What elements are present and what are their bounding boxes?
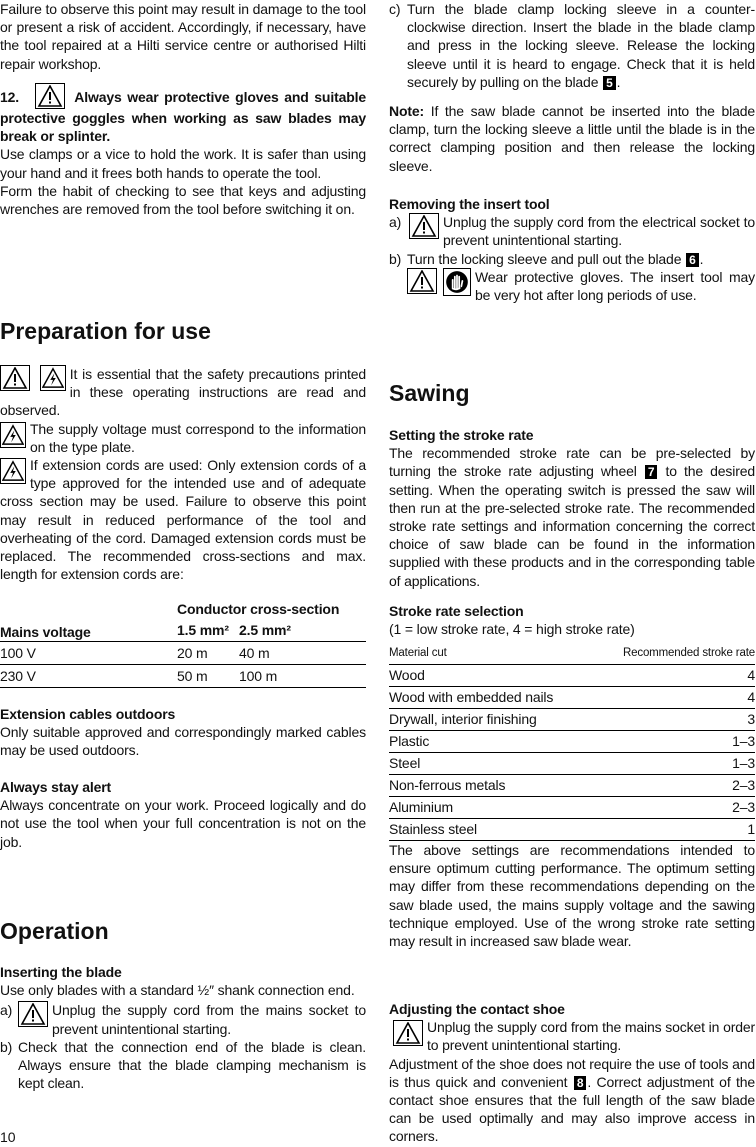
- table-cell: Plastic: [389, 731, 592, 753]
- table-row: [389, 797, 755, 819]
- table-row: [389, 709, 755, 731]
- stroke-text-post: to the desired setting. When the operating switch is pressed the saw will then run at the pre-selected stroke rate. The recommended stroke rate settings and information concerning the correct choice of saw blade can be found in the information supplied with these products and in the corresponding table of applications.: [389, 463, 755, 589]
- settings-text: The above settings are recommendations intended to ensure optimum cutting performance. The optimum setting may differ from these recommendations depending on the saw blade used, the mains supply voltage and the sawing technique employed. Use of the wrong stroke rate setting may result in increased saw blade wear.: [389, 842, 755, 950]
- alert-heading: Always stay alert: [0, 779, 112, 795]
- mains-table: [0, 600, 366, 688]
- step-c-label: c): [389, 1, 401, 17]
- table-cell: 1–3: [592, 731, 755, 753]
- shoe-section: [389, 1000, 755, 1146]
- table-cell: Aluminium: [389, 797, 592, 819]
- stroke-text-pre: The recommended stroke rate can be pre-selected by turning the stroke rate adjusting wheel: [389, 445, 755, 480]
- electric-hazard-icon: [0, 458, 26, 484]
- rate-table: [389, 643, 755, 841]
- shoe-warning-text: Unplug the supply cord from the mains socket in order to prevent unintentional starting.: [427, 1019, 755, 1054]
- step-b-text: Check that the connection end of the blade is clean. Always ensure that the blade clamping mechanism is kept clean.: [18, 1038, 366, 1092]
- table-cell: 1–3: [592, 753, 755, 775]
- heading-operation: Operation: [0, 918, 109, 944]
- page-number: 10: [0, 1129, 16, 1145]
- gloves-icon: [443, 268, 471, 296]
- table-row: [389, 775, 755, 797]
- table-cell: 20 m: [177, 642, 239, 665]
- heading-sawing: Sawing: [389, 380, 470, 406]
- step-a-text: Unplug the supply cord from the mains socket to prevent unintentional starting.: [52, 1002, 366, 1037]
- step-a-label: a): [0, 1002, 13, 1019]
- shoe-heading: Adjusting the contact shoe: [389, 1001, 565, 1017]
- electric-hazard-icon: [40, 365, 66, 391]
- rate-col-material: Material cut: [389, 643, 592, 665]
- heading-preparation: Preparation for use: [0, 318, 211, 344]
- note-text: If the saw blade cannot be inserted into the blade clamp, turn the locking sleeve a little until the blade is in the correct clamping position and then release the locking sleeve.: [389, 103, 755, 174]
- intro-text: Failure to observe this point may result in damage to the tool or present a risk of accident. Accordingly, if necessary, have the tool repaired at a Hilti service centre or authorised Hilti repair workshop.: [0, 1, 366, 72]
- ext-text: Only suitable approved and correspondingly marked cables may be used outdoors.: [0, 724, 366, 759]
- alert-section: [0, 778, 366, 851]
- prep-section: [0, 365, 366, 583]
- rate-col-rate: Recommended stroke rate: [592, 643, 755, 665]
- shoe-text-pre: Adjustment of the shoe does not require the use of tools and is thus quick and convenient: [389, 1055, 755, 1090]
- figure-ref-8: 8: [574, 1076, 587, 1090]
- table-cell: 4: [592, 687, 755, 709]
- prep-safety-text: It is essential that the safety precautions printed in these operating instructions are read and observed.: [0, 366, 366, 419]
- selection-section: [389, 602, 755, 638]
- table-cell: Wood with embedded nails: [389, 687, 592, 709]
- table-cell: 100 V: [0, 642, 177, 665]
- selection-heading: Stroke rate selection: [389, 603, 524, 619]
- step-b-label: b): [0, 1038, 13, 1055]
- mains-col-15: 1.5 mm²: [177, 621, 229, 638]
- mains-col-group: Conductor cross-section: [177, 601, 340, 618]
- remove-heading: Removing the insert tool: [389, 196, 550, 212]
- table-cell: Wood: [389, 665, 592, 687]
- step-c: c) Turn the blade clamp locking sleeve in a counter-clockwise direction. Insert the blade in the blade clamp and press in the locking sleeve. Release the locking sleeve until it is heard to engage. Check that it is held securely by pulling on the blade 5 .: [389, 1, 755, 90]
- ext-heading: Extension cables outdoors: [0, 706, 176, 722]
- table-cell: Stainless steel: [389, 819, 592, 841]
- warning-icon: [393, 1020, 423, 1046]
- remove-b-label: b): [389, 250, 402, 267]
- table-cell: 40 m: [239, 642, 366, 665]
- table-cell: Non-ferrous metals: [389, 775, 592, 797]
- remove-a-label: a): [389, 214, 402, 231]
- table-cell: 3: [592, 709, 755, 731]
- warning-icon: [409, 213, 439, 239]
- item-12-warning: Always wear protective gloves and suitable protective goggles when working as saw blades may break or splinter.: [0, 89, 366, 145]
- insert-section: [0, 963, 366, 1092]
- step-c-text: Turn the blade clamp locking sleeve in a counter-clockwise direction. Insert the blade in the blade clamp and press in the locking sleeve. Release the locking sleeve until it is heard to engage. Check that it is held securely by pulling on the blade: [407, 1, 755, 90]
- ext-outdoors-section: [0, 705, 366, 760]
- table-cell: Steel: [389, 753, 592, 775]
- insert-heading: Inserting the blade: [0, 964, 122, 980]
- warning-icon: [0, 365, 30, 391]
- alert-text: Always concentrate on your work. Proceed logically and do not use the tool when your full concentration is not on the job.: [0, 797, 366, 850]
- table-row: [389, 819, 755, 841]
- mains-col-25: 2.5 mm²: [239, 621, 291, 638]
- item-12-number: 12.: [0, 89, 20, 105]
- table-row: [389, 731, 755, 753]
- prep-voltage-text: The supply voltage must correspond to the information on the type plate.: [30, 420, 366, 455]
- figure-ref-6: 6: [686, 253, 699, 267]
- remove-section: Removing the insert tool a) Unplug the supply cord from the electrical socket to prevent unintentional starting. b) Turn the locking sleeve and pull out the blade 6 . Wear protective gloves. The insert tool may be very hot after long periods of use.: [389, 196, 755, 304]
- table-row: [389, 753, 755, 775]
- table-cell: 2–3: [592, 775, 755, 797]
- gloves-text: Wear protective gloves. The insert tool may be very hot after long periods of use.: [475, 268, 755, 304]
- table-cell: 2–3: [592, 797, 755, 819]
- note-label: Note:: [389, 103, 425, 119]
- item-12-keys: Form the habit of checking to see that keys and adjusting wrenches are removed from the tool before switching it on.: [0, 182, 366, 218]
- item-12-clamps: Use clamps or a vice to hold the work. It is safer than using your hand and it frees both hands to operate the tool.: [0, 146, 366, 181]
- item-12: [0, 88, 366, 218]
- note-paragraph: [389, 102, 755, 175]
- warning-icon: [18, 1001, 48, 1027]
- selection-sub: (1 = low stroke rate, 4 = high stroke rate): [389, 621, 635, 638]
- figure-ref-7: 7: [645, 465, 658, 479]
- table-cell: 50 m: [177, 665, 239, 688]
- remove-a-text: Unplug the supply cord from the electrical socket to prevent unintentional starting.: [443, 214, 755, 249]
- stroke-section: [389, 426, 755, 590]
- stroke-heading: Setting the stroke rate: [389, 427, 534, 443]
- table-cell: 230 V: [0, 665, 177, 688]
- table-row: [389, 687, 755, 709]
- prep-extension-text: If extension cords are used: Only extension cords of a type approved for the intended use and of adequate cross section may be used. Failure to observe this point may result in reduced performance of the tool and overheating of the cord. Damaged extension cords must be replaced. The recommended cross-sections and max. length for extension cords are:: [0, 457, 366, 583]
- warning-icon: [35, 83, 65, 109]
- shoe-text-post: . Correct adjustment of the contact shoe ensures that the full length of the saw blade can be used optimally and may also improve access in corners.: [389, 1073, 755, 1145]
- table-cell: Drywall, interior finishing: [389, 709, 592, 731]
- table-cell: 100 m: [239, 665, 366, 688]
- table-cell: 1: [592, 819, 755, 841]
- table-cell: 4: [592, 665, 755, 687]
- figure-ref-5: 5: [603, 76, 616, 90]
- insert-text: Use only blades with a standard ½″ shank connection end.: [0, 982, 355, 999]
- remove-b-text: Turn the locking sleeve and pull out the blade: [407, 250, 682, 267]
- mains-col-voltage: Mains voltage: [0, 623, 91, 640]
- table-row: [389, 665, 755, 687]
- electric-hazard-icon: [0, 422, 26, 448]
- warning-icon: [407, 268, 437, 294]
